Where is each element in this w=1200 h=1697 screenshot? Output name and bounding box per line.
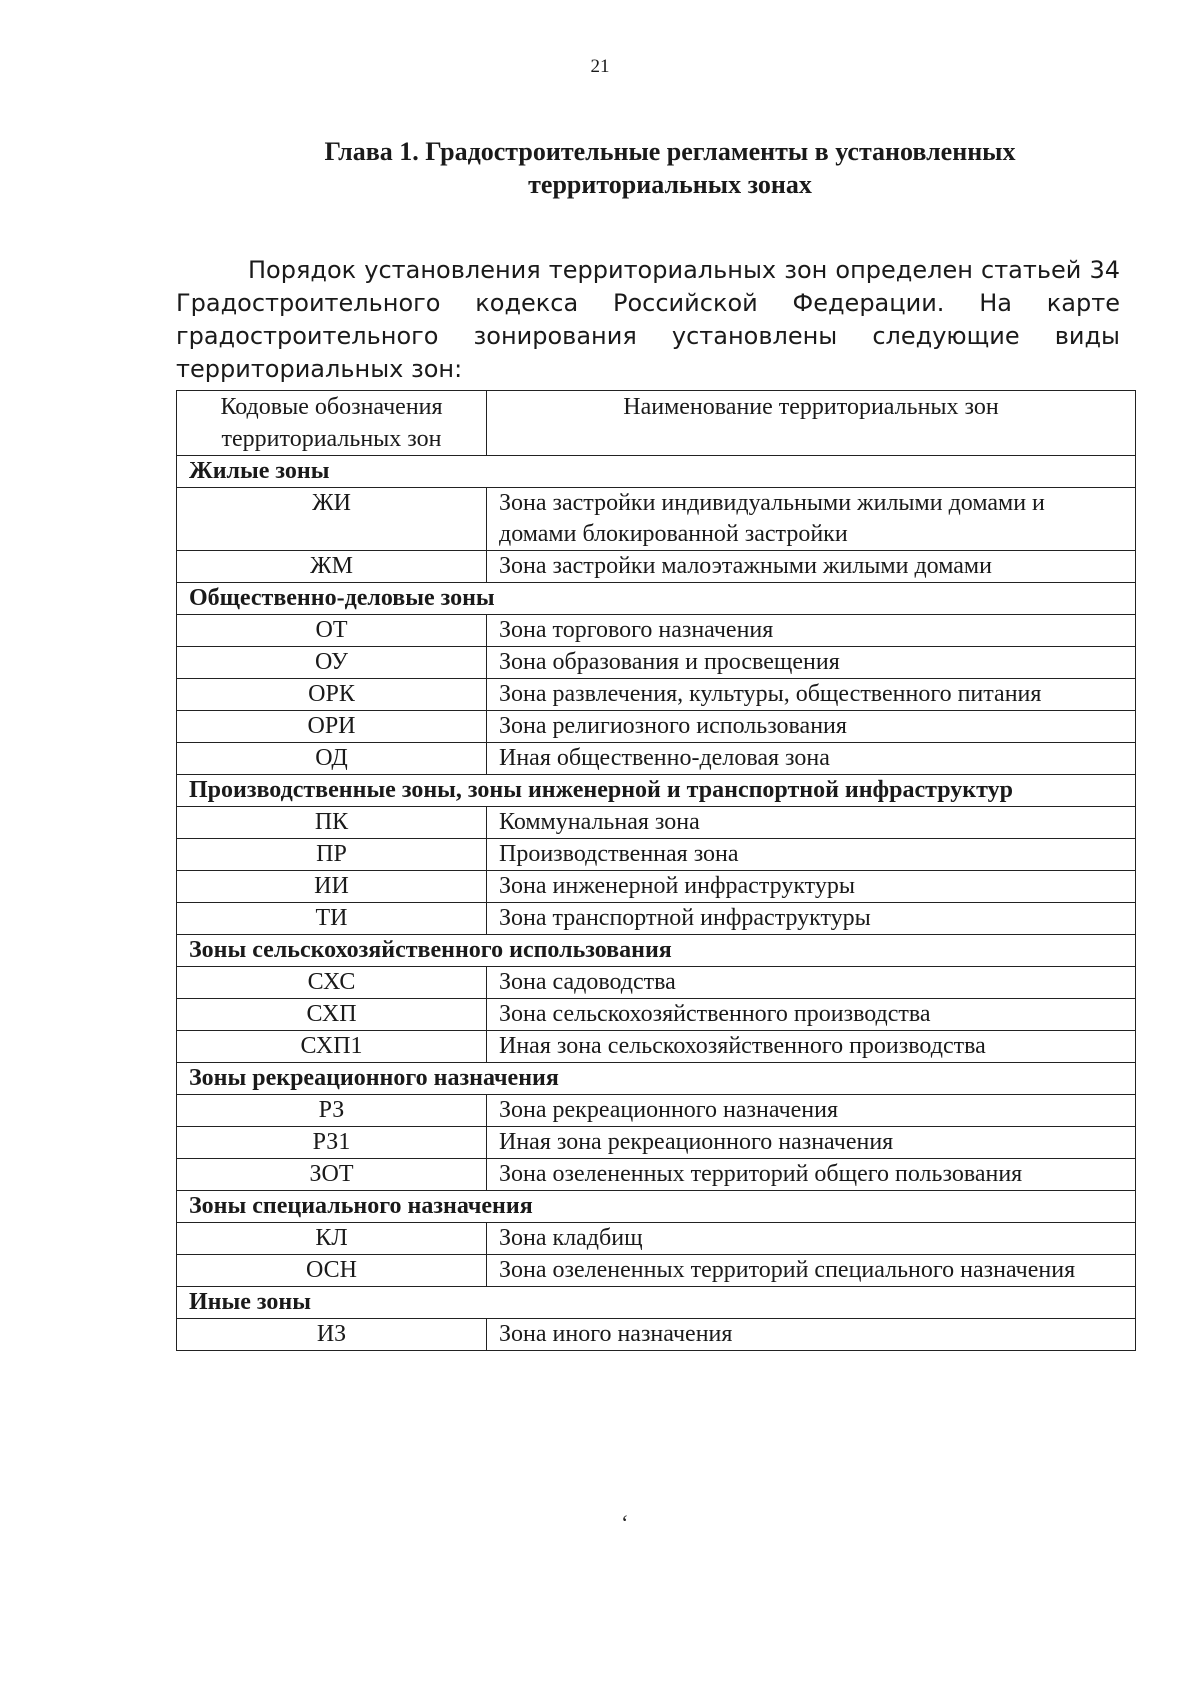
chapter-title: Глава 1. Градостроительные регламенты в установленных территориальных зонах [324, 137, 1016, 199]
zone-code: ЗОТ [177, 1159, 487, 1191]
zone-name: Зона иного назначения [487, 1319, 1136, 1351]
zone-code: РЗ [177, 1095, 487, 1127]
group-row [177, 1191, 1136, 1223]
zone-code: ОСН [177, 1255, 487, 1287]
group-row [177, 935, 1136, 967]
zone-code: СХП1 [177, 1031, 487, 1063]
zone-code: ИЗ [177, 1319, 487, 1351]
table-row [177, 903, 1136, 935]
zone-code: ИИ [177, 871, 487, 903]
zone-name: Производственная зона [487, 839, 1136, 871]
table-row [177, 647, 1136, 679]
page-number: 21 [590, 56, 610, 77]
zone-name: Иная зона рекреационного назначения [487, 1127, 1136, 1159]
table-row [177, 1223, 1136, 1255]
zone-name: Зона транспортной инфраструктуры [487, 903, 1136, 935]
zone-name: Зона сельскохозяйственного производства [487, 999, 1136, 1031]
zone-code: ОРК [177, 679, 487, 711]
table-row [177, 1095, 1136, 1127]
zone-name: Зона кладбищ [487, 1223, 1136, 1255]
zone-code: СХП [177, 999, 487, 1031]
group-row [177, 775, 1136, 807]
table-row [177, 551, 1136, 583]
intro-paragraph: Порядок установления территориальных зон определен статьей 34 Градостроительного кодекса Российской Федерации. На карте градостроительного зонирования установлены следующие виды территориальных зон: [176, 256, 1120, 383]
table-row [177, 679, 1136, 711]
group-title: Зоны рекреационного назначения [177, 1063, 1136, 1095]
table-header-row [177, 391, 1136, 456]
zone-code: ОТ [177, 615, 487, 647]
table-row [177, 871, 1136, 903]
header-code: Кодовые обозначения территориальных зон [177, 391, 487, 456]
table-row [177, 1255, 1136, 1287]
zone-name: Иная зона сельскохозяйственного производства [487, 1031, 1136, 1063]
table-row [177, 1319, 1136, 1351]
zone-code: ЖМ [177, 551, 487, 583]
zone-name: Зона озелененных территорий общего пользования [487, 1159, 1136, 1191]
table-row [177, 967, 1136, 999]
zone-code: ОД [177, 743, 487, 775]
table-row [177, 615, 1136, 647]
group-title: Производственные зоны, зоны инженерной и транспортной инфраструктур [177, 775, 1136, 807]
zone-code: ЖИ [177, 488, 487, 551]
group-title: Зоны специального назначения [177, 1191, 1136, 1223]
zones-table [176, 390, 1136, 1351]
group-title: Жилые зоны [177, 456, 1136, 488]
zone-name: Коммунальная зона [487, 807, 1136, 839]
zones-table-body [177, 391, 1136, 1351]
group-title: Иные зоны [177, 1287, 1136, 1319]
zone-name: Зона рекреационного назначения [487, 1095, 1136, 1127]
table-row [177, 488, 1136, 551]
group-title: Общественно-деловые зоны [177, 583, 1136, 615]
zone-code: РЗ1 [177, 1127, 487, 1159]
table-row [177, 743, 1136, 775]
table-row [177, 1031, 1136, 1063]
table-row [177, 999, 1136, 1031]
zone-code: СХС [177, 967, 487, 999]
zone-code: ОУ [177, 647, 487, 679]
group-row [177, 456, 1136, 488]
group-row [177, 1063, 1136, 1095]
zone-name: Зона инженерной инфраструктуры [487, 871, 1136, 903]
zone-code: ОРИ [177, 711, 487, 743]
zone-name: Зона застройки малоэтажными жилыми домами [487, 551, 1136, 583]
table-row [177, 1159, 1136, 1191]
table-row [177, 711, 1136, 743]
table-row [177, 807, 1136, 839]
group-title: Зоны сельскохозяйственного использования [177, 935, 1136, 967]
zone-code: ТИ [177, 903, 487, 935]
zone-name: Иная общественно-деловая зона [487, 743, 1136, 775]
zone-code: ПК [177, 807, 487, 839]
table-row [177, 839, 1136, 871]
scan-speck: ʻ [620, 1510, 628, 1535]
zone-name: Зона садоводства [487, 967, 1136, 999]
zone-name: Зона религиозного использования [487, 711, 1136, 743]
group-row [177, 1287, 1136, 1319]
zone-name: Зона озелененных территорий специального назначения [487, 1255, 1136, 1287]
zone-code: ПР [177, 839, 487, 871]
zone-name: Зона застройки индивидуальными жилыми домами и домами блокированной застройки [487, 488, 1136, 551]
header-name: Наименование территориальных зон [487, 391, 1136, 456]
zone-code: КЛ [177, 1223, 487, 1255]
zone-name: Зона торгового назначения [487, 615, 1136, 647]
zone-name: Зона развлечения, культуры, общественного питания [487, 679, 1136, 711]
zone-name: Зона образования и просвещения [487, 647, 1136, 679]
table-row [177, 1127, 1136, 1159]
group-row [177, 583, 1136, 615]
